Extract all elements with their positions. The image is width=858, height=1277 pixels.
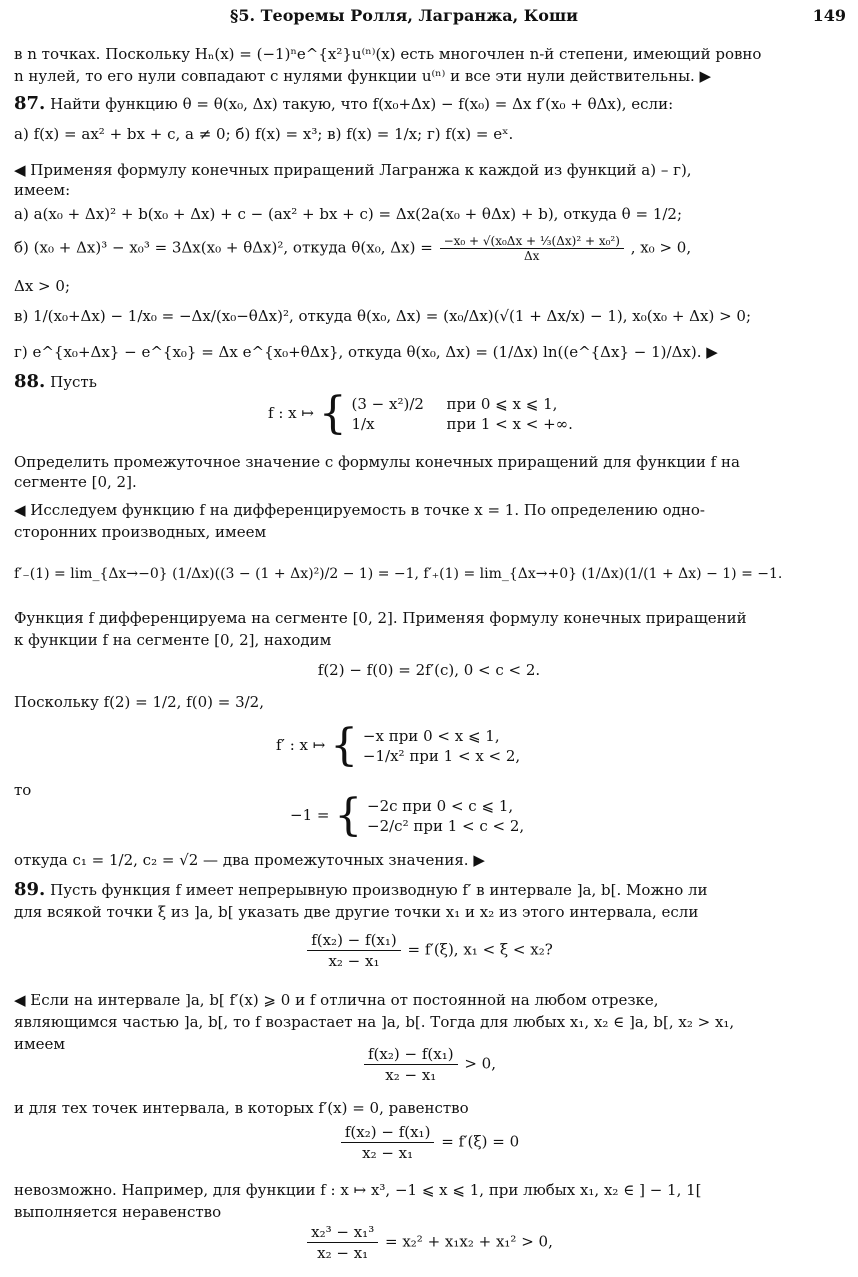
case-row: −2/c² при 1 < c < 2, [367, 817, 525, 835]
case-row: −1/x² при 1 < x < 2, [362, 747, 521, 765]
problem-statement: Пусть [50, 373, 97, 391]
case-row: −2c при 0 < c ⩽ 1, [367, 797, 514, 815]
cases [352, 394, 573, 434]
running-header: §5. Теоремы Ролля, Лагранжа, Коши [230, 6, 579, 25]
problem-cases: а) f(x) = ax² + bx + c, a ≠ 0; б) f(x) = x³; в) f(x) = 1/x; г) f(x) = eˣ. [14, 125, 514, 143]
solution-formula-g: г) e^{x₀+Δx} − e^{x₀} = Δx e^{x₀+θΔx}, откуда θ(x₀, Δx) = (1/Δx) ln((e^{Δx} − 1)/Δx). ▶ [14, 343, 718, 361]
left-brace: { [318, 388, 347, 439]
case-row: (3 − x²)/2 при 0 ⩽ x ⩽ 1, [351, 395, 558, 413]
one-sided-derivatives: f′₋(1) = lim_{Δx→−0} (1/Δx)((3 − (1 + Δx)²)/2 − 1) = −1, f′₊(1) = lim_{Δx→+0} (1/Δx)(1/(1 + Δx) − 1) = −1. [14, 566, 783, 582]
solution-text: имеем: [14, 181, 71, 199]
solution-text: сторонних производных, имеем [14, 523, 267, 541]
solution-formula-v: в) 1/(x₀+Δx) − 1/x₀ = −Δx/(x₀−θΔx)², откуда θ(x₀, Δx) = (x₀/Δx)(√(1 + Δx/x) − 1), x₀(x₀ + Δx) > 0; [14, 307, 751, 325]
fraction: $\frac{\text{f(x₂) − f(x₁)}}{\text{x₂ − x₁}}$ [364, 1044, 458, 1085]
fraction: $\frac{\text{f(x₂) − f(x₁)}}{\text{x₂ − x₁}}$ [307, 930, 401, 971]
piecewise-function [268, 388, 844, 439]
derivative-piecewise: f′ : x ↦ { −x при 0 < x ⩽ 1, −1/x² при 1 < x < 2, [276, 720, 521, 771]
text-line: то [14, 781, 32, 799]
formula-part: б) (x₀ + Δx)³ − x₀³ = 3Δx(x₀ + θΔx)², откуда θ(x₀, Δx) = [14, 238, 433, 257]
solution-text: откуда c₁ = 1/2, c₂ = √2 — два промежуточных значения. ▶ [14, 851, 485, 869]
problem-number: 88. [14, 371, 46, 392]
left-brace: { [330, 720, 359, 771]
solution-text: ◀ Применяя формулу конечных приращений Лагранжа к каждой из функций а) – г), [14, 161, 692, 179]
problem-number: 89. [14, 879, 46, 900]
solution-text: выполняется неравенство [14, 1203, 222, 1221]
text-line: n нулей, то его нули совпадают с нулями функции u⁽ⁿ⁾ и все эти нули действительны. ▶ [14, 67, 712, 85]
solution-text: являющимся частью ]a, b[, то f возрастает на ]a, b[. Тогда для любых x₁, x₂ ∈ ]a, b[, x₂ > x₁, [14, 1013, 735, 1031]
text-line: в n точках. Поскольку Hₙ(x) = (−1)ⁿe^{x²}u⁽ⁿ⁾(x) есть многочлен n-й степени, имеющий ровно [14, 45, 762, 63]
minus-one-piecewise: −1 = { −2c при 0 < c ⩽ 1, −2/c² при 1 < c < 2, [290, 790, 525, 841]
solution-text: и для тех точек интервала, в которых f′(x) = 0, равенство [14, 1099, 469, 1117]
problem-88 [14, 372, 844, 392]
text-line: Δx > 0; [14, 277, 70, 295]
case-row: 1/x при 1 < x < +∞. [351, 415, 573, 433]
display-equation: $\frac{\text{x₂³ − x₁³}}{\text{x₂ − x₁}}$ = x₂² + x₁x₂ + x₁² > 0, [14, 1222, 844, 1263]
cases [367, 796, 524, 836]
denominator: Δx [524, 249, 540, 263]
case-row: −x при 0 < x ⩽ 1, [362, 727, 500, 745]
display-equation: f(2) − f(0) = 2f′(c), 0 < c < 2. [317, 661, 541, 679]
problem-87 [14, 94, 844, 114]
formula-part: , x₀ > 0, [630, 238, 692, 257]
problem-statement: Найти функцию θ = θ(x₀, Δx) такую, что f(x₀+Δx) − f(x₀) = Δx f′(x₀ + θΔx), если: [50, 95, 674, 113]
cases [363, 726, 520, 766]
solution-formula-a: а) a(x₀ + Δx)² + b(x₀ + Δx) + c − (ax² + bx + c) = Δx(2a(x₀ + θΔx) + b), откуда θ = 1/2; [14, 205, 683, 223]
solution-text: Функция f дифференцируема на сегменте [0, 2]. Применяя формулу конечных приращений [14, 609, 747, 627]
display-equation: $\frac{\text{f(x₂) − f(x₁)}}{\text{x₂ − x₁}}$ = f′(ξ) = 0 [14, 1122, 844, 1163]
problem-statement: сегменте [0, 2]. [14, 473, 137, 491]
problem-89 [14, 880, 844, 900]
left-brace: { [334, 790, 363, 841]
page-number: 149 [812, 6, 846, 25]
fraction: $\frac{\text{x₂³ − x₁³}}{\text{x₂ − x₁}}$ [307, 1222, 378, 1263]
fraction [440, 234, 624, 263]
problem-statement: Определить промежуточное значение c формулы конечных приращений для функции f на [14, 453, 740, 471]
solution-text: ◀ Исследуем функцию f на дифференцируемость в точке x = 1. По определению одно- [14, 501, 705, 519]
numerator: −x₀ + √(x₀Δx + ⅓(Δx)² + x₀²) [440, 234, 624, 249]
solution-text: невозможно. Например, для функции f : x ↦ x³, −1 ⩽ x ⩽ 1, при любых x₁, x₂ ∈ ] − 1, 1[ [14, 1181, 702, 1199]
function-label: f : x ↦ [268, 404, 314, 422]
problem-statement: Пусть функция f имеет непрерывную производную f′ в интервале ]a, b[. Можно ли [50, 881, 708, 899]
fraction: $\frac{\text{f(x₂) − f(x₁)}}{\text{x₂ − x₁}}$ [341, 1122, 435, 1163]
solution-text: к функции f на сегменте [0, 2], находим [14, 631, 332, 649]
solution-text: ◀ Если на интервале ]a, b[ f′(x) ⩾ 0 и f отлична от постоянной на любом отрезке, [14, 991, 659, 1009]
solution-text: Поскольку f(2) = 1/2, f(0) = 3/2, [14, 693, 264, 711]
problem-statement: для всякой точки ξ из ]a, b[ указать две другие точки x₁ и x₂ из этого интервала, если [14, 903, 699, 921]
problem-number: 87. [14, 93, 46, 114]
solution-formula-b [14, 234, 844, 263]
display-equation: $\frac{\text{f(x₂) − f(x₁)}}{\text{x₂ − x₁}}$ > 0, [14, 1044, 844, 1085]
solution-text: имеем [14, 1035, 66, 1053]
display-equation: $\frac{\text{f(x₂) − f(x₁)}}{\text{x₂ − x₁}}$ = f′(ξ), x₁ < ξ < x₂? [14, 930, 844, 971]
